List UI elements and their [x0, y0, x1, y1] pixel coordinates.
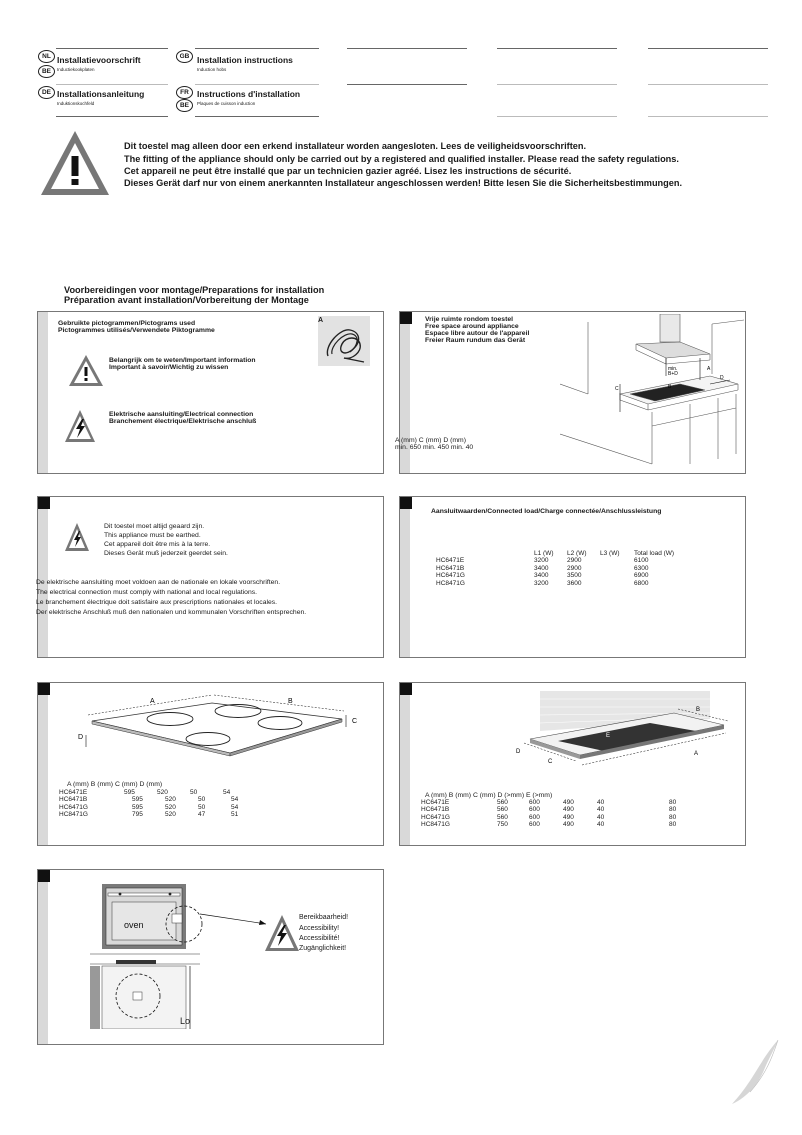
clearance-dims-values: min. 650 min. 450 min. 40	[395, 444, 474, 451]
panel-free-space	[395, 311, 746, 474]
panel-side-strip	[400, 683, 410, 845]
panel-marker	[38, 497, 50, 509]
table-row	[421, 814, 676, 821]
hob-label-b: B	[288, 698, 293, 705]
panel-side-strip	[38, 870, 48, 1044]
table-row	[59, 796, 238, 803]
table-row	[421, 806, 676, 813]
model-cell: HC6471B	[59, 796, 88, 804]
panel-marker	[38, 870, 50, 882]
model-cell: HC6471E	[59, 789, 88, 796]
panel-connected-load	[399, 496, 746, 658]
important-triangle-icon	[68, 354, 104, 387]
hob-label-a: A	[150, 698, 155, 705]
cable-icon	[322, 320, 368, 364]
cutout-dimension-diagram	[510, 691, 740, 775]
table-row	[436, 557, 674, 564]
earth-line-gb: This appliance must be earthed.	[104, 532, 201, 539]
value-cell: 40	[597, 806, 605, 814]
warning-line-nl: Dit toestel mag alleen door een erkend installateur worden aangesloten. Lees de veiligheidsvoorschriften.	[124, 141, 587, 151]
model-cell: HC6471B	[421, 806, 450, 814]
model-cell: HC6471G	[59, 803, 88, 811]
value-cell: 600	[529, 821, 540, 829]
value-cell	[600, 557, 634, 564]
value-cell: 600	[529, 806, 540, 814]
value-cell: 595	[132, 803, 143, 811]
value-cell: 560	[497, 799, 508, 806]
cutout-dims-headers: A (mm) B (mm) C (mm) D (>mm) E (>mm)	[425, 792, 553, 799]
regulation-line-gb: The electrical connection must comply with national and local regulations.	[36, 589, 258, 596]
panel-side-strip	[38, 683, 48, 845]
title-fr: Instructions d'installation	[197, 89, 301, 99]
earth-line-de: Dieses Gerät muß jederzeit geerdet sein.	[104, 550, 228, 557]
panel-pictograms	[37, 311, 384, 474]
panel-side-strip	[38, 312, 48, 473]
value-cell: 3600	[567, 579, 582, 587]
accessibility-electric-icon	[264, 914, 300, 952]
free-space-line1: Vrije ruimte rondom toestel	[425, 316, 514, 323]
value-cell: 490	[563, 806, 574, 814]
value-cell: 6300	[634, 564, 649, 572]
value-cell: 3200	[534, 579, 549, 587]
electric-line2: Branchement électrique/Elektrische anschluß	[109, 418, 257, 425]
model-cell: HC8471G	[59, 811, 88, 819]
panel-marker	[400, 312, 412, 324]
value-cell: 595	[132, 796, 143, 804]
oven-accessibility-diagram	[90, 884, 210, 1029]
access-line-fr: Accessibilité!	[299, 935, 340, 942]
value-cell: 3500	[567, 572, 582, 580]
cutout-label-c: C	[548, 759, 553, 765]
warning-line-gb: The fitting of the appliance should only be carried out by a registered and qualified installer. Please read the safety regulations.	[124, 154, 679, 164]
lang-badge-gb: GB	[176, 50, 193, 63]
free-space-line3: Espace libre autour de l'appareil	[425, 330, 530, 337]
fig-label-c: C	[615, 386, 619, 392]
value-cell: 490	[563, 799, 574, 806]
lang-badge-de: DE	[38, 86, 55, 99]
section-title-line2: Préparation avant installation/Vorbereitung der Montage	[64, 295, 309, 305]
value-cell: 2900	[567, 564, 582, 572]
model-cell: HC8471G	[436, 579, 465, 587]
table-row	[436, 580, 674, 587]
lang-badge-be2: BE	[176, 99, 193, 112]
cable-picture	[318, 316, 370, 366]
value-cell: 6100	[634, 557, 649, 565]
value-cell: 750	[497, 821, 508, 829]
panel-marker	[38, 683, 50, 695]
access-line-de: Zugänglichkeit!	[299, 945, 347, 952]
free-space-line2: Free space around appliance	[425, 323, 519, 330]
col-total: Total load (W)	[634, 550, 675, 557]
value-cell	[600, 572, 634, 579]
access-line-nl: Bereikbaarheid!	[299, 914, 349, 921]
value-cell	[600, 565, 634, 572]
important-line1: Belangrijk om te weten/Important information	[109, 357, 256, 364]
title-de: Installationsanleitung	[57, 89, 145, 99]
value-cell: 6900	[634, 572, 649, 580]
value-cell: 600	[529, 799, 540, 806]
value-cell: 51	[231, 811, 239, 819]
value-cell: 520	[157, 789, 168, 796]
value-cell: 490	[563, 813, 574, 821]
subtitle-fr: Plaques de cuisson induction	[197, 101, 256, 106]
oven-label: oven	[124, 920, 144, 930]
table-row	[59, 789, 238, 796]
kitchen-clearance-diagram	[560, 314, 744, 472]
table-row	[436, 565, 674, 572]
table-row	[59, 811, 238, 818]
access-line-gb: Accessibility!	[299, 925, 340, 932]
hob-dims-headers: A (mm) B (mm) C (mm) D (mm)	[67, 781, 163, 788]
lang-badge-fr: FR	[176, 86, 193, 99]
regulation-line-nl: De elektrische aansluiting moet voldoen aan de nationale en lokale voorschriften.	[36, 579, 281, 586]
value-cell: 50	[198, 803, 206, 811]
regulation-line-fr: Le branchement électrique doit satisfaire aux prescriptions nationales et locales.	[36, 599, 278, 606]
warning-line-de: Dieses Gerät darf nur von einem anerkannten Installateur angeschlossen werden! Bitte lesen Sie die Sicherheitsbestimmungen.	[124, 178, 683, 188]
title-gb: Installation instructions	[197, 55, 293, 65]
col-l2: L2 (W)	[567, 550, 587, 557]
model-cell: HC6471E	[436, 557, 465, 565]
value-cell: 3200	[534, 557, 549, 565]
panel-marker	[400, 497, 412, 509]
cutout-label-d: D	[516, 749, 521, 755]
value-cell: 795	[132, 811, 143, 819]
free-space-line4: Freier Raum rundum das Gerät	[425, 337, 526, 344]
value-cell: 40	[597, 799, 605, 806]
value-cell: 560	[497, 806, 508, 814]
value-cell: 54	[231, 803, 239, 811]
value-cell: 560	[497, 813, 508, 821]
hob-label-d: D	[78, 734, 84, 741]
panel-earthing	[37, 496, 384, 658]
value-cell: 40	[597, 821, 605, 829]
value-cell: 50	[198, 796, 206, 804]
model-cell: HC6471G	[436, 572, 465, 580]
value-cell: 490	[563, 821, 574, 829]
warning-line-fr: Cet appareil ne peut être installé que par un technicien gazier agréé. Lisez les instructions de sécurité.	[124, 166, 572, 176]
hob-label-c: C	[352, 718, 358, 725]
value-cell: 80	[669, 813, 677, 821]
subtitle-nl: Inductiekookplaten	[57, 67, 95, 72]
pictograms-title-line1: Gebruikte pictogrammen/Pictograms used	[58, 320, 196, 327]
value-cell: 3400	[534, 564, 549, 572]
value-cell: 520	[165, 803, 176, 811]
value-cell: 2900	[567, 557, 582, 565]
cutout-label-b: B	[696, 707, 701, 713]
lo-label: Lo	[180, 1016, 191, 1026]
model-cell: HC6471G	[421, 813, 450, 821]
cutout-label-e: E	[606, 733, 611, 739]
panel-marker	[400, 683, 412, 695]
model-cell: HC6471B	[436, 564, 465, 572]
page-curl-decoration	[720, 1040, 780, 1106]
value-cell: 80	[669, 821, 677, 829]
table-header-row	[436, 550, 674, 557]
panel-side-strip	[38, 497, 48, 657]
value-cell: 54	[231, 796, 239, 804]
value-cell: 54	[223, 789, 231, 796]
cutout-label-a: A	[694, 751, 699, 757]
panel-side-strip	[400, 497, 410, 657]
value-cell	[600, 580, 634, 587]
fig-label-a: A	[707, 366, 711, 372]
hob-dims-table	[59, 789, 238, 819]
table-row	[421, 799, 676, 806]
value-cell: 595	[124, 789, 135, 796]
value-cell: 50	[190, 789, 198, 796]
electric-line1: Elektrische aansluiting/Electrical connection	[109, 411, 254, 418]
section-title-line1: Voorbereidingen voor montage/Preparations for installation	[64, 285, 325, 295]
title-nl: Installatievoorschrift	[57, 55, 141, 65]
pointer-arrow-icon	[200, 912, 270, 926]
earth-line-nl: Dit toestel moet altijd geaard zijn.	[104, 523, 205, 530]
pictograms-title-line2: Pictogrammes utilisés/Verwendete Piktogramme	[58, 327, 215, 334]
value-cell: 47	[198, 811, 206, 819]
value-cell: 520	[165, 811, 176, 819]
earth-electric-icon	[64, 522, 90, 552]
fig-label-bd: B+D	[668, 371, 678, 377]
value-cell: 520	[165, 796, 176, 804]
subtitle-gb: Induction hobs	[197, 67, 227, 72]
model-cell: HC8471G	[421, 821, 450, 829]
model-cell: HC6471E	[421, 799, 450, 806]
table-row	[421, 821, 676, 828]
col-l1: L1 (W)	[534, 550, 554, 557]
table-row	[59, 804, 238, 811]
lang-badge-nl: NL	[38, 50, 55, 63]
value-cell: 80	[669, 806, 677, 814]
hob-dimension-diagram	[78, 689, 368, 761]
connected-load-table	[436, 550, 674, 587]
panel-accessibility	[37, 869, 384, 1045]
value-cell: 3400	[534, 572, 549, 580]
warning-triangle-icon	[38, 128, 112, 198]
subtitle-de: Induktionskochfeld	[57, 101, 95, 106]
panel-cutout-dimensions	[399, 682, 746, 846]
connected-load-title: Aansluitwaarden/Connected load/Charge connectée/Anschlussleistung	[431, 508, 662, 515]
panel-hob-dimensions	[37, 682, 384, 846]
fig-label-b: B	[668, 384, 672, 390]
fig-label-min: min.	[668, 366, 678, 372]
important-line2: Important à savoir/Wichtig zu wissen	[109, 364, 229, 371]
value-cell: 80	[669, 799, 677, 806]
electric-triangle-icon	[64, 409, 96, 443]
lang-badge-be: BE	[38, 65, 55, 78]
col-l3: L3 (W)	[600, 550, 620, 557]
clearance-dims-header: A (mm) C (mm) D (mm)	[395, 437, 466, 444]
cutout-dims-table	[421, 799, 676, 829]
earth-line-fr: Cet appareil doit être mis à la terre.	[104, 541, 211, 548]
cable-label-a: A	[318, 317, 324, 324]
table-row	[436, 572, 674, 579]
fig-label-d: D	[720, 375, 724, 381]
value-cell: 600	[529, 813, 540, 821]
regulation-line-de: Der elektrische Anschluß muß den nationalen und kommunalen Vorschriften entsprechen.	[36, 609, 307, 616]
value-cell: 40	[597, 813, 605, 821]
value-cell: 6800	[634, 579, 649, 587]
